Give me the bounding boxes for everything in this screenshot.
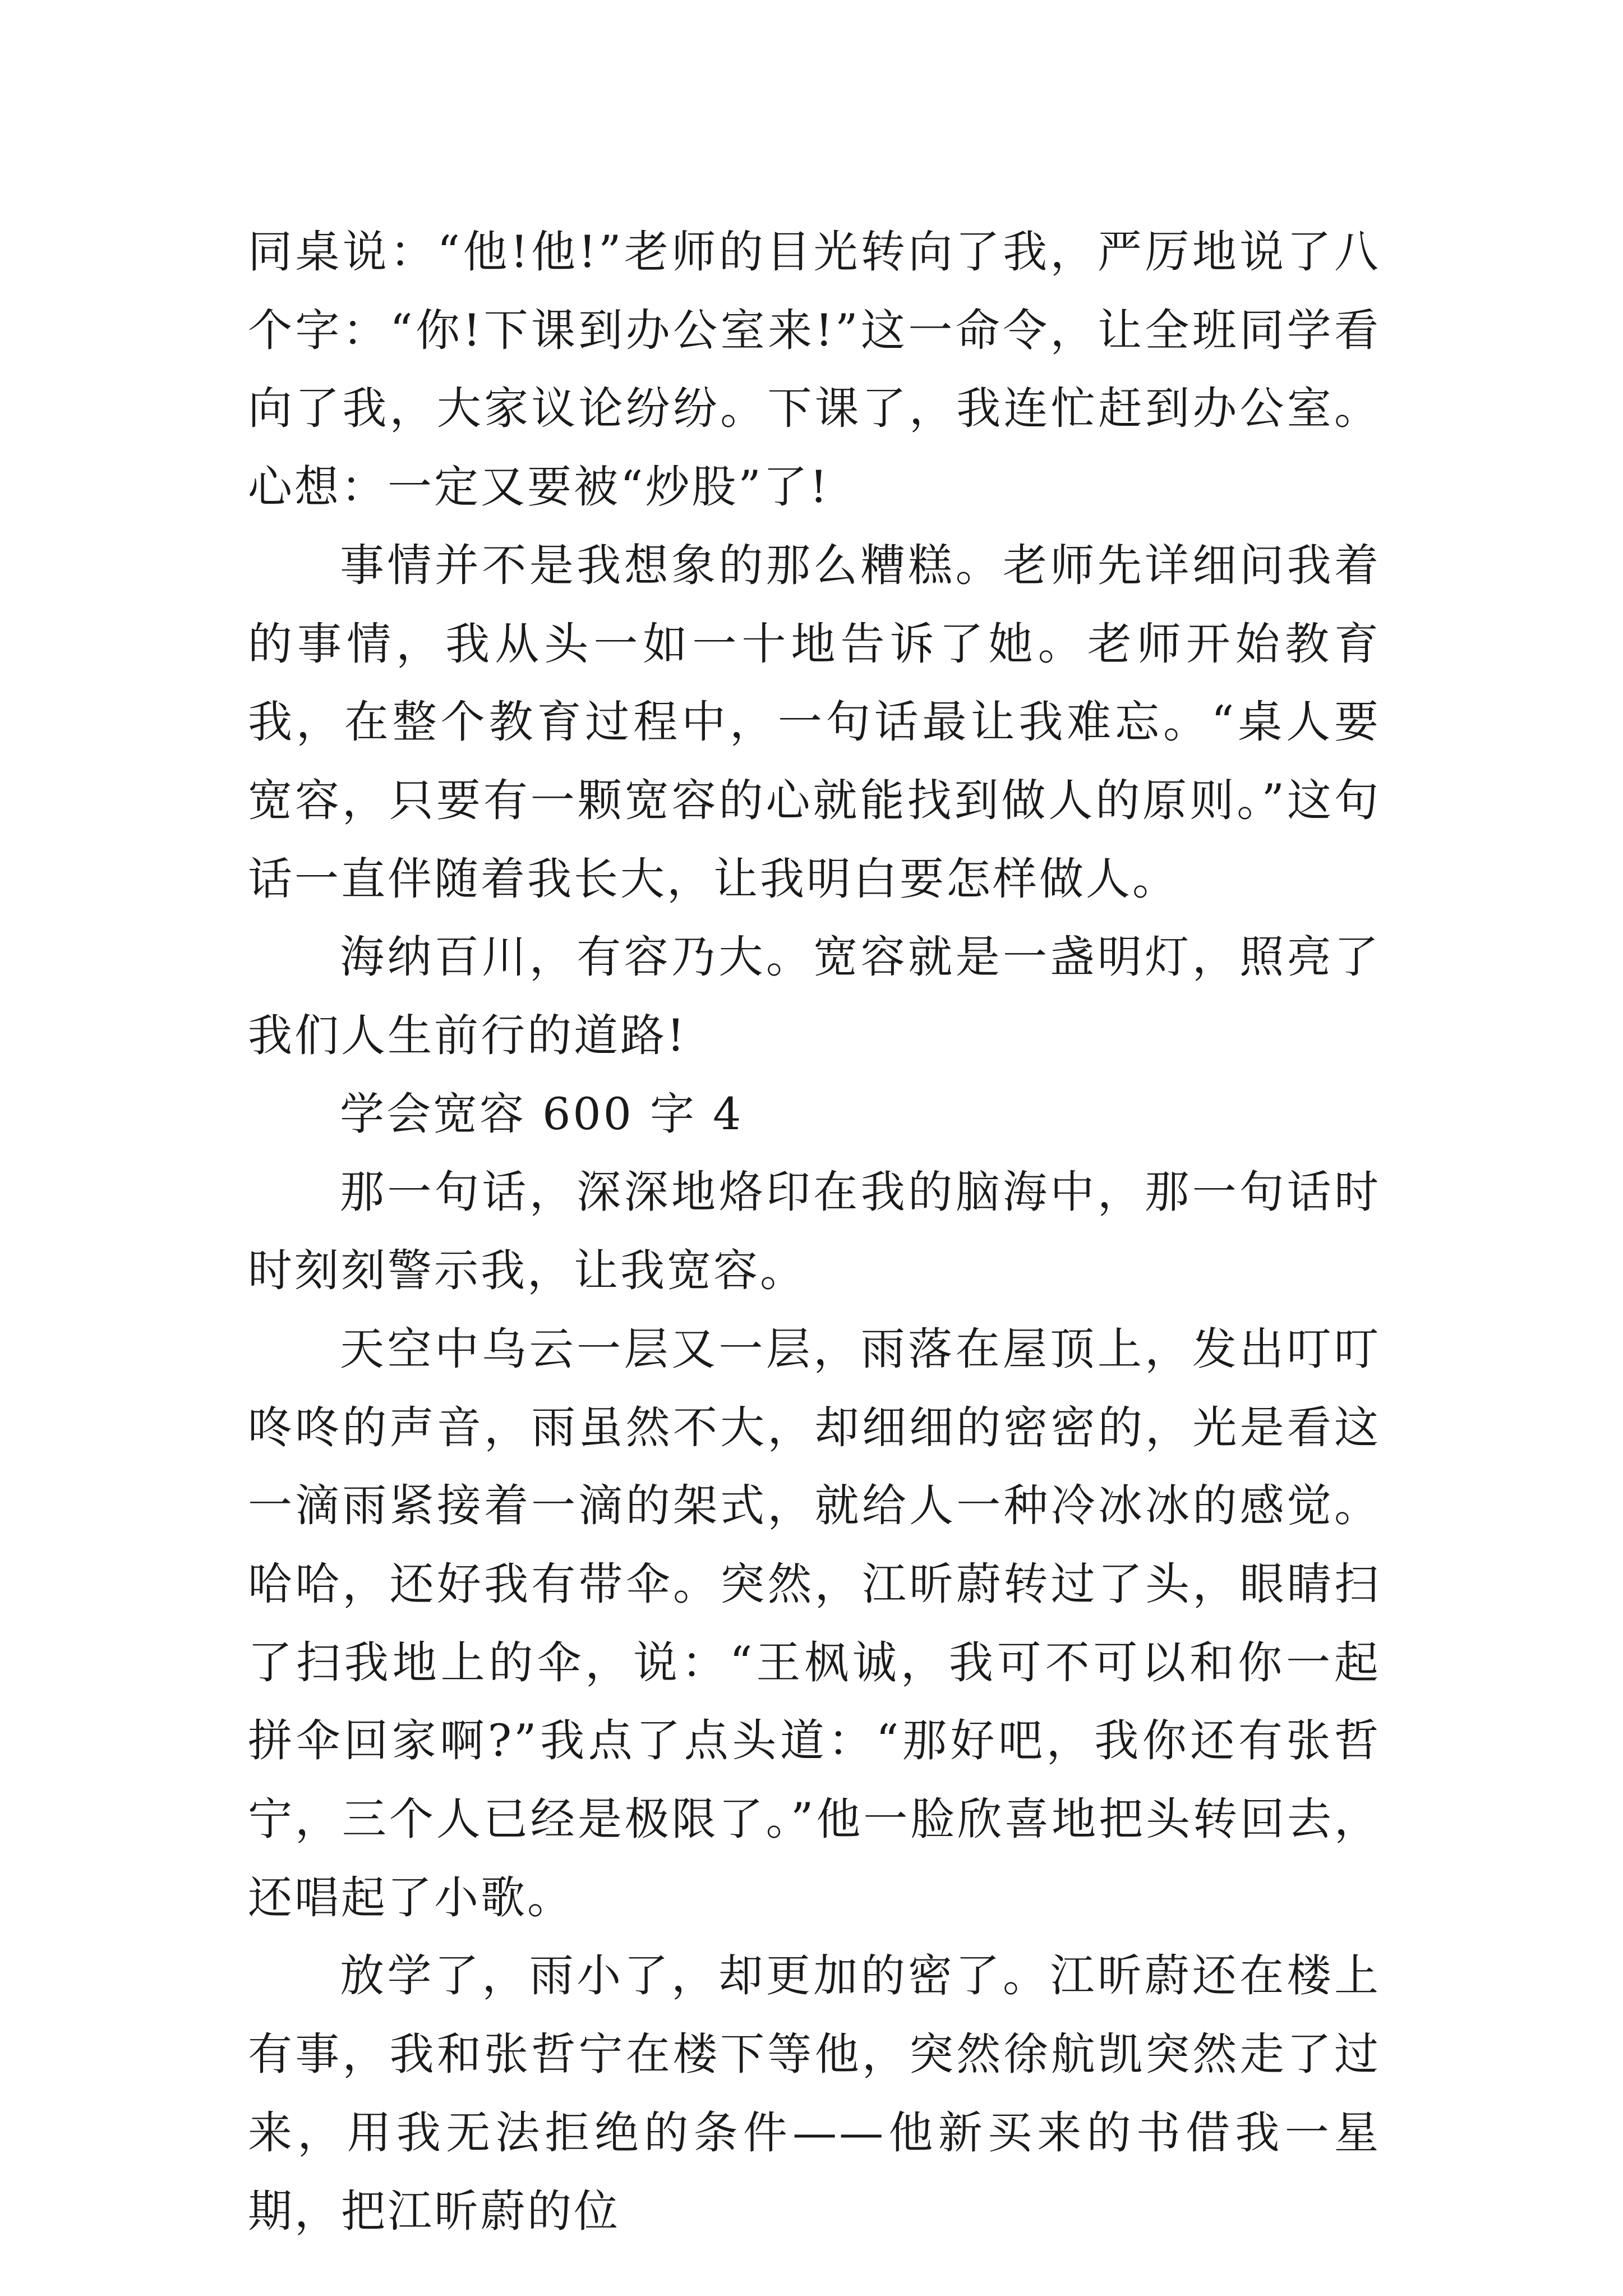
document-body bbox=[248, 213, 1381, 2251]
essay-heading: 学会宽容 600 字 4 bbox=[340, 1088, 744, 1140]
paragraph: 海纳百川，有容乃大。宽容就是一盏明灯，照亮了我们人生前行的道路! bbox=[248, 931, 1381, 1062]
paragraph: 那一句话，深深地烙印在我的脑海中，那一句话时时刻刻警示我，让我宽容。 bbox=[248, 1166, 1381, 1297]
paragraph-continued: 同桌说：“他!他!”老师的目光转向了我，严厉地说了八个字：“你!下课到办公室来!”这一命令，让全班同学看向了我，大家议论纷纷。下课了，我连忙赶到办公室。心想：一定又要被“炒股”了! bbox=[248, 226, 1381, 513]
paragraph: 放学了，雨小了，却更加的密了。江昕蔚还在楼上有事，我和张哲宁在楼下等他，突然徐航凯突然走了过来，用我无法拒绝的条件——他新买来的书借我一星期，把江昕蔚的位 bbox=[248, 1950, 1381, 2237]
paragraph: 天空中乌云一层又一层，雨落在屋顶上，发出叮叮咚咚的声音，雨虽然不大，却细细的密密的，光是看这一滴雨紧接着一滴的架式，就给人一种冷冰冰的感觉。哈哈，还好我有带伞。突然，江昕蔚转过了头，眼睛扫了扫我地上的伞，说：“王枫诚，我可不可以和你一起拼伞回家啊?”我点了点头道：“那好吧，我你还有张哲宁，三个人已经是极限了。”他一脸欣喜地把头转回去，还唱起了小歌。 bbox=[248, 1323, 1381, 1924]
paragraph: 事情并不是我想象的那么糟糕。老师先详细问我着的事情，我从头一如一十地告诉了她。老师开始教育我，在整个教育过程中，一句话最让我难忘。“桌人要宽容，只要有一颗宽容的心就能找到做人的原则。”这句话一直伴随着我长大，让我明白要怎样做人。 bbox=[248, 539, 1381, 905]
